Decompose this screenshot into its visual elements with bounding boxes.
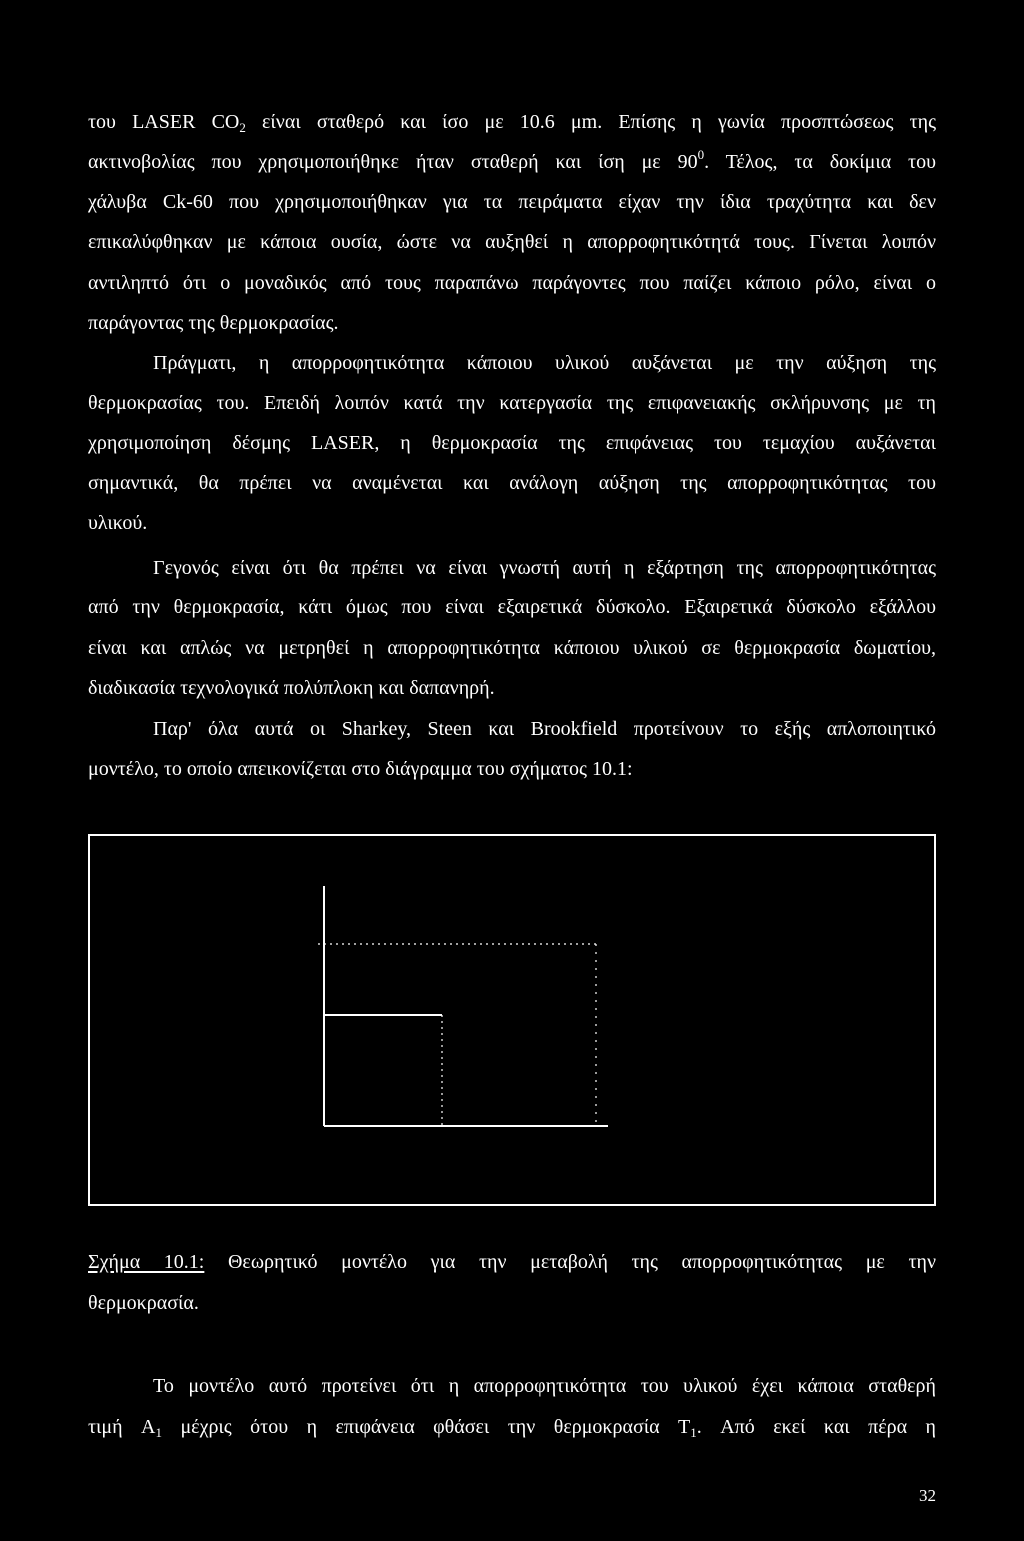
figure-caption: θερμοκρασία. — [88, 1292, 199, 1314]
text-line: παράγοντας της θερμοκρασίας. — [88, 312, 339, 334]
text-line: Γεγονός είναι ότι θα πρέπει να είναι γνωστή αυτή η εξάρτηση της απορροφητικότητας — [153, 557, 936, 579]
text-line: υλικού. — [88, 512, 148, 534]
text-line: Πράγματι, η απορροφητικότητα κάποιου υλικού αυξάνεται με την αύξηση της — [153, 352, 936, 374]
text-line: χάλυβα Ck-60 που χρησιμοποιήθηκαν για τα πειράματα είχαν την ίδια τραχύτητα και δεν — [88, 191, 936, 213]
text-line: Παρ' όλα αυτά οι Sharkey, Steen και Brookfield προτείνουν το εξής απλοποιητικό — [153, 718, 936, 740]
figure-caption: Σχήμα 10.1: Θεωρητικό μοντέλο για την μεταβολή της απορροφητικότητας με την — [88, 1251, 936, 1273]
text-line: είναι και απλώς να μετρηθεί η απορροφητικότητα κάποιου υλικού σε θερμοκρασία δωματίου, — [88, 637, 936, 659]
text-line: χρησιμοποίηση δέσμης LASER, η θερμοκρασία της επιφάνειας του τεμαχίου αυξάνεται — [88, 432, 936, 454]
text-line: επικαλύφθηκαν με κάποια ουσία, ώστε να αυξηθεί η απορροφητικότητά τους. Γίνεται λοιπόν — [88, 231, 936, 253]
text-line: σημαντικά, θα πρέπει να αναμένεται και ανάλογη αύξηση της απορροφητικότητας του — [88, 472, 936, 494]
text-line: από την θερμοκρασία, κάτι όμως που είναι εξαιρετικά δύσκολο. Εξαιρετικά δύσκολο εξάλλου — [88, 596, 936, 618]
figure-label: Σχήμα 10.1: — [88, 1251, 205, 1273]
text-line: διαδικασία τεχνολογικά πολύπλοκη και δαπανηρή. — [88, 677, 495, 699]
text-line: ακτινοβολίας που χρησιμοποιήθηκε ήταν σταθερή και ίση με $90^0$. Τέλος, τα δοκίμια του — [88, 147, 936, 173]
text-line: αντιληπτό ότι ο μοναδικός από τους παραπάνω παράγοντες που παίζει κάποιο ρόλο, είναι ο — [88, 272, 936, 294]
page-number: 32 — [919, 1486, 936, 1505]
text-line: Το μοντέλο αυτό προτείνει ότι η απορροφητικότητα του υλικού έχει κάποια σταθερή — [153, 1375, 936, 1397]
text-line: μοντέλο, το οποίο απεικονίζεται στο διάγραμμα του σχήματος 10.1: — [88, 758, 633, 780]
text-line: τιμή $A_1$ μέχρις ότου η επιφάνεια φθάσει την θερμοκρασία $T_1$. Από εκεί και πέρα η — [88, 1416, 936, 1440]
text-line: του LASER $CO_2$ είναι σταθερό και ίσο με 10.6 μm. Επίσης η γωνία προσπτώσεως της — [88, 111, 937, 135]
text-line: θερμοκρασίας του. Επειδή λοιπόν κατά την κατεργασία της επιφανειακής σκλήρυνσης με τη — [88, 392, 936, 414]
